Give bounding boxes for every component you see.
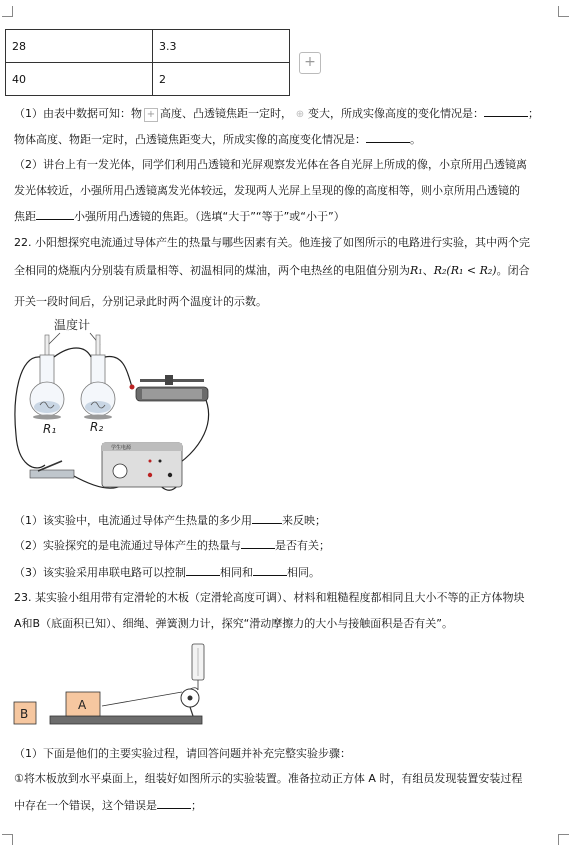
- q21-sub2-line2: 发光体较近，小强所用凸透镜离发光体较远，发现两人光屏上呈现的像的高度相等，则小京所用凸透镜的: [14, 184, 520, 197]
- block-a-label: A: [78, 698, 87, 712]
- corner-mark-top-right: [558, 6, 569, 17]
- q23-sub1: （1）下面是他们的主要实验过程，请回答问题并补充完整实验步骤：: [14, 747, 351, 760]
- text: 相同。: [287, 566, 320, 579]
- power-supply: [102, 443, 182, 487]
- text: 是否有关；: [275, 539, 330, 552]
- string: [102, 692, 182, 706]
- text: 相同和: [220, 566, 253, 579]
- label-pointer: [48, 333, 60, 345]
- friction-apparatus-figure: [10, 640, 220, 732]
- table-cell[interactable]: 2: [153, 63, 290, 96]
- resistance-relation: (R₁ < R₂): [446, 264, 497, 277]
- r2-symbol: R₂: [433, 264, 447, 277]
- q22-line3: 开关一段时间后，分别记录此时两个温度计的示数。: [14, 295, 267, 308]
- plus-handle-icon[interactable]: +: [144, 108, 158, 122]
- answer-blank[interactable]: [484, 105, 528, 117]
- q21-sub1-line1: [14, 105, 570, 122]
- text: 。闭合: [496, 264, 530, 277]
- text: 来反映；: [282, 514, 326, 527]
- table-row: [6, 63, 290, 96]
- q21-sub2-line3: [14, 208, 570, 225]
- corner-mark-bottom-right: [558, 834, 569, 845]
- text: 。: [410, 133, 421, 146]
- q23-line2: A和B（底面积已知）、细绳、弹簧测力计，探究“滑动摩擦力的大小与接触面积是否有关”。: [14, 617, 453, 630]
- q23-step1-line2: [14, 797, 570, 814]
- text: （1）该实验中，电流通过导体产生热量的多少用: [14, 514, 252, 527]
- text: 物体高度、物距一定时，凸透镜焦距变大，所成实像的高度变化情况是：: [14, 133, 366, 146]
- text: （2）实验探究的是电流通过导体产生的热量与: [14, 539, 241, 552]
- text: 高度、凸透镜焦距一定时，: [160, 107, 292, 120]
- answer-blank[interactable]: [157, 797, 191, 809]
- q22-sub1: [14, 512, 570, 529]
- block-b-label: B: [20, 707, 29, 721]
- answer-blank[interactable]: [186, 564, 220, 576]
- q22-sub3: [14, 564, 570, 581]
- flask-r1: [30, 355, 64, 420]
- text: （3）该实验采用串联电路可以控制: [14, 566, 186, 579]
- answer-blank[interactable]: [36, 208, 74, 220]
- answer-blank[interactable]: [253, 564, 287, 576]
- r2-label: R₂: [90, 420, 104, 434]
- wire: [54, 348, 91, 357]
- q22-line2: [14, 263, 570, 279]
- text: 小强所用凸透镜的焦距。（选填“大于”“等于”或“小于”）: [74, 210, 345, 223]
- q21-sub2-line1: （2）讲台上有一发光体，同学们利用凸透镜和光屏观察发光体在各自光屏上所成的像，小京所用凸透镜离: [14, 158, 527, 171]
- wooden-board: [50, 716, 202, 724]
- q23-step1-line1: ①将木板放到水平桌面上，组装好如图所示的实验装置。准备拉动正方体 A 时，有组员发现装置安装过程: [14, 772, 523, 785]
- q22-sub2: [14, 537, 570, 554]
- text: 中存在一个错误，这个错误是: [14, 799, 157, 812]
- move-handle-icon[interactable]: ⊕: [295, 109, 305, 120]
- text: （1）由表中数据可知：物: [14, 107, 142, 120]
- thermometer-label: 温度计: [54, 318, 91, 332]
- r1-label: R₁: [43, 422, 57, 436]
- power-supply-label: 学生电源: [111, 445, 132, 451]
- circuit-figure: [10, 315, 250, 505]
- text: 焦距: [14, 210, 36, 223]
- r1-symbol: R₁: [410, 264, 423, 277]
- answer-blank[interactable]: [241, 537, 275, 549]
- table-cell[interactable]: 28: [6, 30, 153, 63]
- q21-sub1-line2: [14, 131, 570, 148]
- data-table: [5, 29, 290, 96]
- q23-line1: 23. 某实验小组用带有定滑轮的木板（定滑轮高度可调）、材料和粗糙程度都相同且大小不等的正方体物块: [14, 591, 525, 604]
- spring-scale: [192, 644, 204, 690]
- switch: [30, 461, 74, 478]
- text: ；: [528, 107, 539, 120]
- text: 变大，所成实像高度的变化情况是：: [308, 107, 484, 120]
- answer-blank[interactable]: [252, 512, 282, 524]
- table-cell[interactable]: 3.3: [153, 30, 290, 63]
- text: 全相同的烧瓶内分别装有质量相等、初温相同的煤油，两个电热丝的电阻值分别为: [14, 264, 410, 277]
- text: ；: [191, 799, 202, 812]
- add-column-button[interactable]: +: [299, 52, 321, 74]
- wire: [105, 357, 132, 387]
- answer-blank[interactable]: [366, 131, 410, 143]
- corner-mark-top-left: [2, 6, 13, 17]
- rheostat: [130, 375, 209, 401]
- pulley: [181, 689, 199, 716]
- table-cell[interactable]: 40: [6, 63, 153, 96]
- text: 、: [422, 264, 434, 277]
- table-row: [6, 30, 290, 63]
- flask-r2: [81, 355, 115, 420]
- corner-mark-bottom-left: [2, 834, 13, 845]
- q22-line1: 22. 小阳想探究电流通过导体产生的热量与哪些因素有关。他连接了如图所示的电路进行实验，其中两个完: [14, 236, 530, 249]
